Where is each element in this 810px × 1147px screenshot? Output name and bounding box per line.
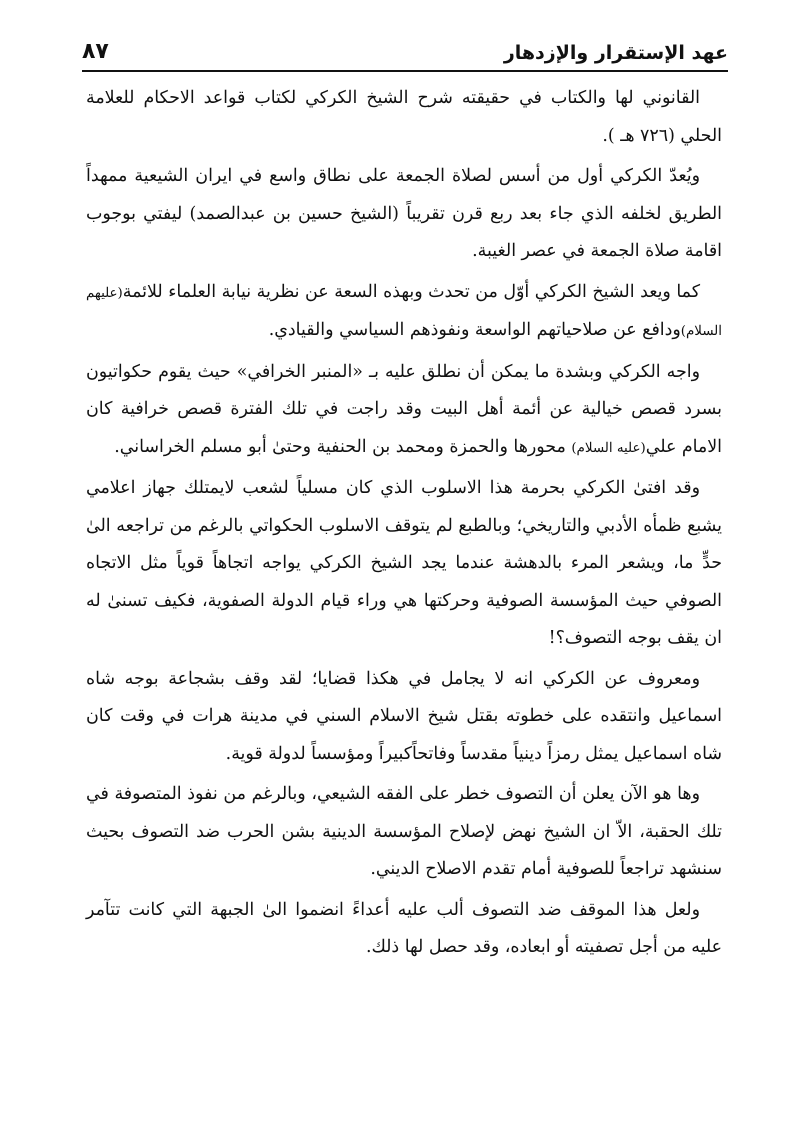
paragraph-6: ومعروف عن الكركي انه لا يجامل في هكذا قضايا؛ لقد وقف بشجاعة بوجه شاه اسماعيل وانتقده على خطوته بقتل شيخ الاسلام السني في مدينة هرات في وقت كان شاه اسماعيل يمثل رمزاً دينياً مقدساً وفاتحاًكبيراً ومؤسساً لدولة قوية. — [86, 668, 722, 764]
honorific-note: (عليه السلام) — [571, 440, 646, 456]
honorific-note: (عليهم السلام) — [86, 285, 722, 339]
paragraph-1: القانوني لها والكتاب في حقيقته شرح الشيخ الكركي لكتاب قواعد الاحكام للعلامة الحلي (٧٢٦ هـ ). — [86, 88, 722, 146]
running-title: عهد الإستقرار والإزدهار — [503, 42, 728, 64]
paragraph-4-text-end: محورها والحمزة ومحمد بن الحنفية وحتىٰ أبو مسلم الخراساني. — [114, 436, 572, 457]
page-number: ٨٧ — [82, 39, 109, 64]
paragraph-4 — [86, 354, 722, 468]
body-text — [86, 80, 722, 970]
paragraph-7: وها هو الآن يعلن أن التصوف خطر على الفقه الشيعي، وبالرغم من نفوذ المتصوفة في تلك الحقبة، الاّ ان الشيخ نهض لإصلاح المؤسسة الدينية بشن الحرب ضد التصوف بحيث سنشهد تراجعاً للصوفية أمام تقدم الاصلاح الديني. — [86, 784, 722, 879]
paragraph-3-text-start: كما ويعد الشيخ الكركي أوّل من تحدث وبهذه السعة عن نظرية نيابة العلماء للائمة — [122, 281, 700, 302]
page-header — [82, 28, 728, 70]
paragraph-3 — [86, 274, 722, 351]
paragraph-3-text-end: ودافع عن صلاحياتهم الواسعة ونفوذهم السياسي والقيادي. — [268, 320, 681, 340]
paragraph-5: وقد افتىٰ الكركي بحرمة هذا الاسلوب الذي كان مسلياً لشعب لايمتلك جهاز اعلامي يشبع ظمأه الأدبي والتاريخي؛ وبالطبع لم يتوقف الاسلوب الحكواتي بالرغم من تراجعه الىٰ حدٍّ ما، ويشعر المرء بالدهشة عندما يجد الشيخ الكركي يواجه اتجاهاً قوياً مثل الاتجاه الصوفي حيث المؤسسة الصوفية وحركتها هي وراء قيام الدولة الصفوية، فكيف تسنىٰ له ان يقف بوجه التصوف؟! — [86, 478, 722, 648]
paragraph-2: ويُعدّ الكركي أول من أسس لصلاة الجمعة على نطاق واسع في ايران الشيعية ممهداً الطريق لخلفه الذي جاء بعد ربع قرن تقريباً (الشيخ حسين بن عبدالصمد) ليفتي بوجوب اقامة صلاة الجمعة في عصر الغيبة. — [86, 166, 722, 261]
paragraph-8: ولعل هذا الموقف ضد التصوف ألب عليه أعداءً انضموا الىٰ الجبهة التي كانت تتآمر عليه من أجل تصفيته أو ابعاده، وقد حصل لها ذلك. — [86, 899, 722, 957]
header-divider — [82, 70, 728, 72]
paragraph-4-text-start: واجه الكركي وبشدة ما يمكن أن نطلق عليه بـ «المنبر الخرافي» حيث يقوم حكواتيون بسرد قصص خيالية عن أئمة أهل البيت وقد راجت في تلك الفترة قصص خرافية كان الامام علي — [86, 361, 722, 457]
